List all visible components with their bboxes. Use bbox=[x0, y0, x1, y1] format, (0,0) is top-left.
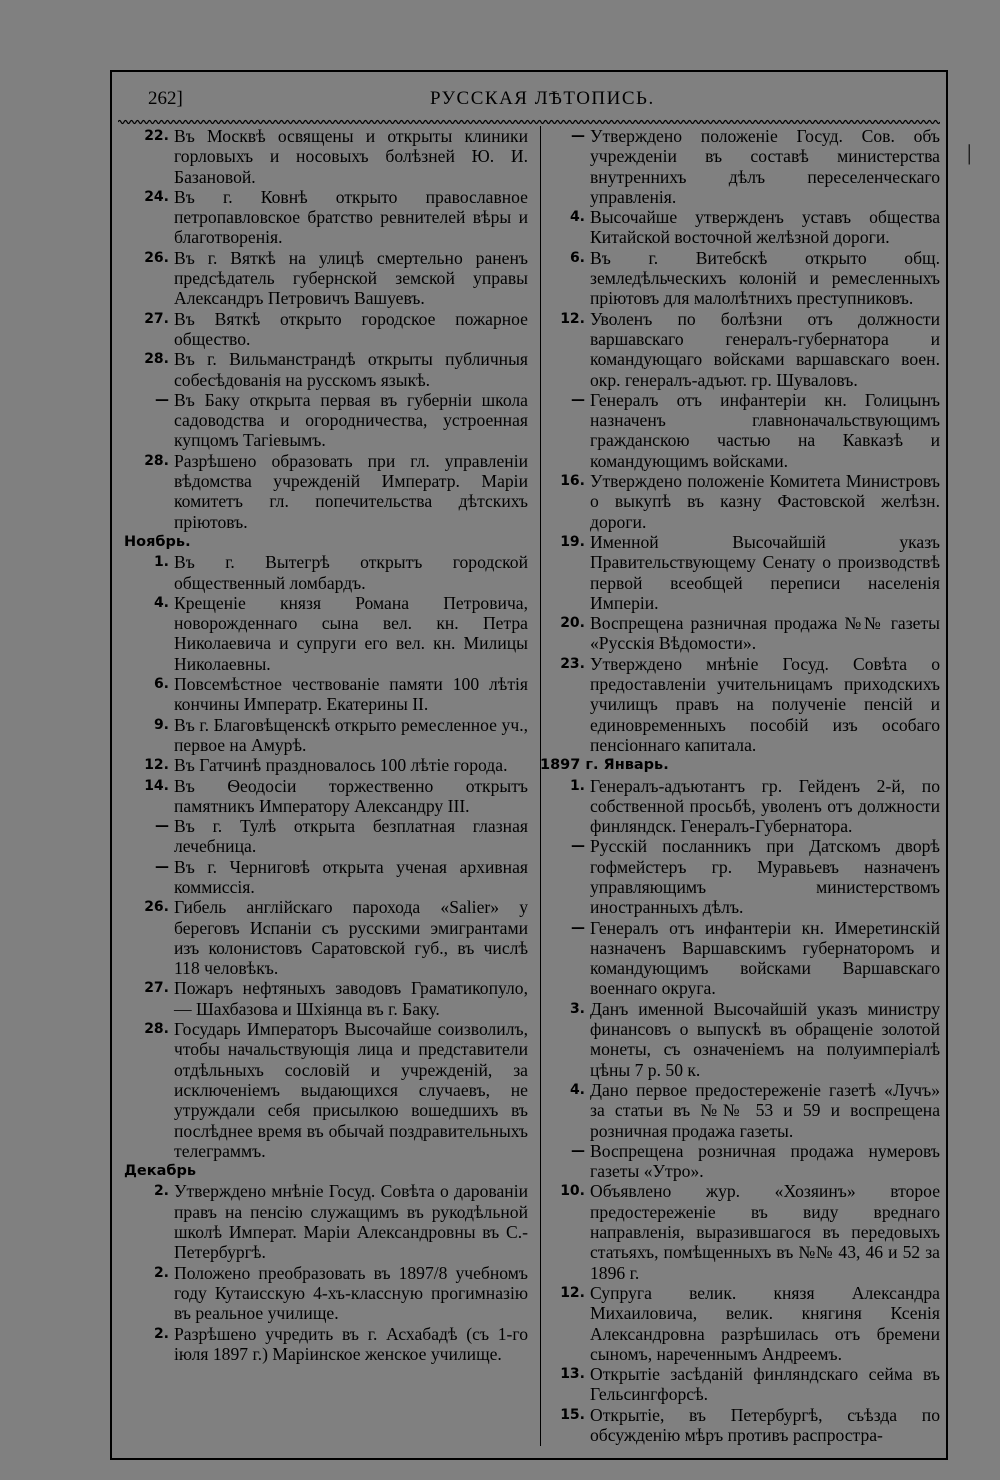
entry-date: 6. bbox=[153, 676, 169, 693]
entry-date: 2. bbox=[153, 1325, 169, 1342]
entry-text: Въ Гатчинѣ праздновалось 100 лѣтіе города. bbox=[174, 755, 508, 776]
chronicle-entry bbox=[540, 1405, 940, 1446]
entry-date: 12. bbox=[144, 757, 169, 774]
entry-date: 10. bbox=[560, 1183, 585, 1200]
page-header bbox=[148, 88, 938, 118]
chronicle-entry bbox=[120, 1324, 528, 1365]
entry-text: Въ г. Витебскѣ открыто общ. земледѣльческихъ колоній и ремесленныхъ пріютовъ для малолѣтнихъ преступниковъ. bbox=[590, 247, 940, 309]
chronicle-entry bbox=[540, 248, 940, 309]
entry-text: Въ г. Вильманстрандѣ открыты публичныя собесѣдованія на русскомъ языкѣ. bbox=[174, 349, 528, 390]
entry-text: Разрѣшено учредить въ г. Асхабадѣ (съ 1-го іюля 1897 г.) Маріинское женское училище. bbox=[174, 1323, 528, 1364]
entry-text: Генералъ-адъютантъ гр. Гейденъ 2-й, по собственной просьбѣ, уволенъ отъ должности финляндск. Генералъ-Губернатора. bbox=[590, 775, 940, 837]
chronicle-entry bbox=[120, 674, 528, 715]
entry-text: Крещеніе князя Романа Петровича, новорожденнаго сына вел. кн. Петра Николаевича и супруги его вел. кн. Милицы Николаевны. bbox=[174, 592, 528, 674]
entry-text: Именной Высочайшій указъ Правительствующему Сенату о производствѣ первой всеобщей переписи населенія Имперіи. bbox=[590, 531, 940, 613]
entry-text: Въ г. Благовѣщенскѣ открыто ремесленное уч., первое на Амурѣ. bbox=[174, 714, 528, 755]
entry-text: Данъ именной Высочайшій указъ министру финансовъ о выпускѣ въ обращеніе золотой монеты, съ означеніемъ на полуимперіалѣ цѣны 7 р. 50 к. bbox=[590, 998, 940, 1080]
entry-text: Объявлено жур. «Хозяинъ» второе предостереженіе въ виду вреднаго направленія, выразившагося въ передовыхъ статьяхъ, помѣщенныхъ въ №№ 43, 46 и 52 за 1896 г. bbox=[590, 1181, 940, 1283]
entry-text: Утверждено мнѣніе Госуд. Совѣта о дарованіи правъ на пенсію служащимъ въ рукодѣльной школѣ Императ. Маріи Александровны въ С.-Петербургѣ. bbox=[174, 1181, 528, 1263]
chronicle-entry bbox=[120, 126, 528, 187]
chronicle-entry bbox=[540, 776, 940, 837]
chronicle-entry bbox=[540, 1141, 940, 1182]
entry-date: — bbox=[571, 838, 585, 855]
chronicle-entry bbox=[120, 552, 528, 593]
chronicle-entry bbox=[120, 857, 528, 898]
entry-text: Утверждено мнѣніе Госуд. Совѣта о предоставленіи учительницамъ приходскихъ училищъ правъ на полученіе пенсій и единовременныхъ пособій изъ особаго пенсіоннаго капитала. bbox=[590, 653, 940, 755]
wavy-rule bbox=[118, 118, 940, 126]
chronicle-entry bbox=[540, 207, 940, 248]
chronicle-entry bbox=[120, 593, 528, 674]
entry-date: 4. bbox=[569, 1081, 585, 1098]
right-frame-line bbox=[946, 70, 948, 1460]
entry-text: Дано первое предостереженіе газетѣ «Лучъ» за статьи въ №№ 53 и 59 и воспрещена розничная продажа газеты. bbox=[590, 1079, 940, 1141]
entry-date: 19. bbox=[560, 533, 585, 550]
entry-date: 1. bbox=[153, 554, 169, 571]
chronicle-entry bbox=[540, 1283, 940, 1364]
entry-date: 13. bbox=[560, 1366, 585, 1383]
entry-text: Гибель англійскаго парохода «Salier» у береговъ Испаніи съ русскими эмигрантами изъ колонистовъ Саратовской губ., въ числѣ 118 человѣкъ. bbox=[174, 897, 528, 979]
page-number: 262] bbox=[148, 88, 183, 109]
entry-date: — bbox=[571, 919, 585, 936]
chronicle-entry bbox=[540, 1364, 940, 1405]
entry-date: — bbox=[571, 128, 585, 144]
chronicle-entry bbox=[120, 1181, 528, 1262]
entry-text: Высочайше утвержденъ уставъ общества Китайской восточной желѣзной дороги. bbox=[590, 207, 940, 248]
section-heading: Ноябрь. bbox=[124, 533, 191, 550]
chronicle-entry bbox=[540, 532, 940, 613]
chronicle-entry bbox=[540, 471, 940, 532]
entry-date: — bbox=[571, 1142, 585, 1159]
entry-date: 2. bbox=[153, 1183, 169, 1200]
entry-date: 26. bbox=[144, 899, 169, 916]
chronicle-entry bbox=[120, 309, 528, 350]
chronicle-entry bbox=[120, 978, 528, 1019]
entry-date: — bbox=[571, 391, 585, 408]
entry-date: 23. bbox=[560, 655, 585, 672]
chronicle-entry bbox=[120, 349, 528, 390]
entry-text: Въ г. Ковнѣ открыто православное петропавловское братство ревнителей вѣры и благотворенія. bbox=[174, 186, 528, 248]
entry-text: Утверждено положеніе Комитета Министровъ о выкупѣ въ казну Фастовской желѣзн. дороги. bbox=[590, 471, 940, 532]
section-heading: 1897 г. Январь. bbox=[540, 757, 669, 774]
entry-date: 26. bbox=[144, 249, 169, 266]
entry-text: Утверждено положеніе Госуд. Сов. объ учрежденіи въ составѣ министерства внутреннихъ дѣлъ переселенческаго управленія. bbox=[590, 126, 940, 207]
chronicle-entry bbox=[120, 187, 528, 248]
entry-date: — bbox=[155, 391, 169, 408]
entry-date: 4. bbox=[153, 594, 169, 611]
entry-date: 24. bbox=[144, 188, 169, 205]
chronicle-entry bbox=[540, 918, 940, 999]
chronicle-entry bbox=[120, 248, 528, 309]
entry-date: 3. bbox=[569, 1000, 585, 1017]
chronicle-entry bbox=[540, 613, 940, 654]
chronicle-entry bbox=[120, 715, 528, 756]
chronicle-entry bbox=[120, 755, 528, 775]
chronicle-entry bbox=[120, 451, 528, 532]
entry-text: Положено преобразовать въ 1897/8 учебномъ году Кутаисскую 4-хъ-классную прогимназію въ реальное училище. bbox=[174, 1262, 528, 1324]
entry-text: Генералъ отъ инфантеріи кн. Имеретинскій назначенъ Варшавскимъ губернаторомъ и командующимъ войсками Варшавскаго военнаго округа. bbox=[590, 917, 940, 999]
entry-date: 22. bbox=[144, 128, 169, 144]
chronicle-entry bbox=[120, 1019, 528, 1161]
entry-date: 1. bbox=[569, 777, 585, 794]
entry-text: Открытіе, въ Петербургѣ, съѣзда по обсужденію мѣръ противъ распростра- bbox=[590, 1404, 940, 1445]
entry-date: 16. bbox=[560, 473, 585, 490]
running-title: РУССКАЯ ЛѢТОПИСЬ. bbox=[430, 88, 655, 109]
chronicle-entry bbox=[120, 897, 528, 978]
entry-text: Въ Москвѣ освящены и открыты клиники горловыхъ и носовыхъ болѣзней Ю. И. Базановой. bbox=[174, 126, 528, 187]
entry-text: Разрѣшено образовать при гл. управленіи вѣдомства учрежденій Императр. Маріи комитетъ гл. попечительства дѣтскихъ пріютовъ. bbox=[174, 450, 528, 532]
entry-text: Открытіе засѣданій финляндскаго сейма въ Гельсингфорсѣ. bbox=[590, 1364, 940, 1405]
chronicle-entry bbox=[120, 776, 528, 817]
entry-text: Супруга велик. князя Александра Михаиловича, велик. княгиня Ксенія Александровна разрѣшилась отъ бремени сыномъ, нареченнымъ Андреемъ. bbox=[590, 1282, 940, 1364]
entry-text: Въ г. Вытегрѣ открытъ городской общественный ломбардъ. bbox=[174, 552, 528, 593]
chronicle-entry bbox=[540, 126, 940, 207]
entry-date: 12. bbox=[560, 1284, 585, 1301]
entry-text: Государь Императоръ Высочайше соизволилъ, чтобы начальствующія лица и представители отдѣльныхъ сословій и учрежденій, за исключеніемъ выдающихся случаевъ, не утруждали себя присылкою вошедшихъ въ послѣднее время въ обычай поздравительныхъ телеграммъ. bbox=[174, 1019, 528, 1161]
entry-text: Уволенъ по болѣзни отъ должности варшавскаго генералъ-губернатора и командующаго войсками варшавскаго воен. окр. генералъ-адъют. гр. Шуваловъ. bbox=[590, 308, 940, 390]
entry-text: Въ г. Вяткѣ на улицѣ смертельно раненъ предсѣдатель губернской земской управы Александръ Петровичъ Вашуевъ. bbox=[174, 247, 528, 309]
entry-text: Пожаръ нефтяныхъ заводовъ Граматикопуло, — Шахбазова и Шхіянца въ г. Баку. bbox=[174, 978, 528, 1019]
entry-date: 9. bbox=[153, 716, 169, 733]
chronicle-entry bbox=[540, 836, 940, 917]
entry-text: Въ г. Тулѣ открыта безплатная глазная лечебница. bbox=[174, 816, 528, 857]
entry-text: Генералъ отъ инфантеріи кн. Голицынъ назначенъ главноначальствующимъ гражданскою частью на Кавказѣ и командующимъ войсками. bbox=[590, 389, 940, 471]
right-column bbox=[540, 126, 940, 1445]
entry-date: 27. bbox=[144, 980, 169, 997]
chronicle-entry bbox=[540, 309, 940, 390]
entry-text: Въ Баку открыта первая въ губерніи школа садоводства и огородничества, устроенная купцомъ Тагіевымъ. bbox=[174, 389, 528, 451]
entry-date: 6. bbox=[569, 249, 585, 266]
entry-date: 15. bbox=[560, 1406, 585, 1423]
left-column bbox=[120, 126, 528, 1364]
chronicle-entry bbox=[540, 1080, 940, 1141]
chronicle-entry bbox=[540, 999, 940, 1080]
chronicle-entry bbox=[120, 390, 528, 451]
entry-date: 20. bbox=[560, 615, 585, 632]
entry-date: 27. bbox=[144, 310, 169, 327]
chronicle-entry bbox=[120, 1263, 528, 1324]
chronicle-entry bbox=[120, 816, 528, 857]
entry-date: 12. bbox=[560, 310, 585, 327]
entry-text: Повсемѣстное чествованіе памяти 100 лѣтія кончины Императр. Екатерины II. bbox=[174, 674, 528, 715]
chronicle-entry bbox=[540, 390, 940, 471]
entry-date: 28. bbox=[144, 452, 169, 469]
entry-text: Въ Ѳеодосіи торжественно открытъ памятникъ Императору Александру III. bbox=[174, 775, 528, 816]
chronicle-entry bbox=[540, 654, 940, 755]
entry-date: 14. bbox=[144, 777, 169, 794]
entry-text: Русскій посланникъ при Датскомъ дворѣ гофмейстеръ гр. Муравьевъ назначенъ управляющимъ министерствомъ иностранныхъ дѣлъ. bbox=[590, 836, 940, 918]
chronicle-entry bbox=[540, 1181, 940, 1282]
entry-date: — bbox=[155, 858, 169, 875]
entry-date: — bbox=[155, 818, 169, 835]
entry-date: 28. bbox=[144, 1021, 169, 1038]
entry-date: 2. bbox=[153, 1264, 169, 1281]
entry-text: Воспрещена розничная продажа нумеровъ газеты «Утро». bbox=[590, 1140, 940, 1182]
entry-text: Въ Вяткѣ открыто городское пожарное общество. bbox=[174, 308, 528, 349]
entry-text: Воспрещена разничная продажа №№ газеты «Русскія Вѣдомости». bbox=[590, 613, 940, 654]
section-heading: Декабрь bbox=[124, 1163, 197, 1180]
entry-text: Въ г. Черниговѣ открыта ученая архивная коммиссія. bbox=[174, 856, 528, 897]
entry-date: 4. bbox=[569, 209, 585, 226]
margin-mark: | bbox=[967, 140, 972, 165]
entry-date: 28. bbox=[144, 351, 169, 368]
